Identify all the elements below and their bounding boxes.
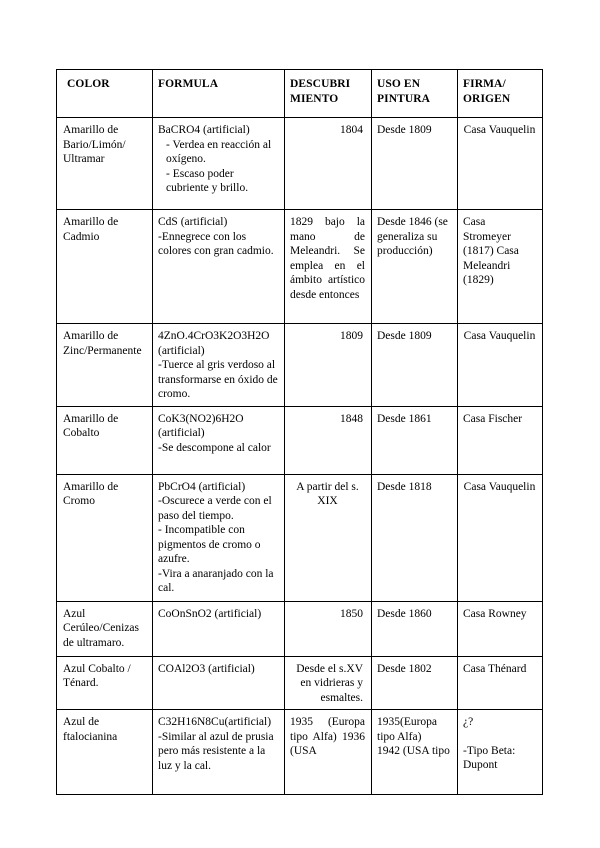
cell-firma: Casa Vauquelin (458, 324, 543, 407)
formula-line: - Escaso poder cubriente y brillo. (166, 167, 249, 194)
formula-line: BaCRO4 (artificial) (158, 124, 250, 136)
cell-uso (372, 710, 458, 795)
cell-uso: Desde 1860 (372, 601, 458, 656)
formula-line: PbCrO4 (artificial) (158, 480, 246, 493)
cell-formula (153, 324, 285, 407)
table-row (57, 406, 543, 474)
cell-color: Azul de ftalocianina (57, 710, 153, 795)
formula-line: C32H16N8Cu(artificial) (158, 716, 272, 728)
cell-descubrimiento: 1935 (Europa tipo Alfa) 1936 (USA (285, 710, 372, 795)
cell-descubrimiento: 1850 (285, 601, 372, 656)
formula-line: -Similar al azul de prusia pero más resistente a la luz y la cal. (158, 730, 274, 772)
table-row (57, 210, 543, 324)
formula-line: CoOnSnO2 (artificial) (158, 607, 262, 620)
cell-uso: Desde 1861 (372, 406, 458, 474)
header-formula: FORMULA (153, 70, 285, 118)
cell-descubrimiento: 1848 (285, 406, 372, 474)
header-descubrimiento: DESCUBRI MIENTO (285, 70, 372, 118)
cell-color: Amarillo de Cobalto (57, 406, 153, 474)
cell-formula (153, 601, 285, 656)
cell-firma: Casa Vauquelin (458, 118, 543, 210)
formula-line: -Vira a anaranjado con la cal. (158, 567, 274, 594)
cell-formula (153, 210, 285, 324)
cell-firma (458, 710, 543, 795)
formula-line: -Se descompone al calor (158, 441, 271, 454)
cell-firma: Casa Fischer (458, 406, 543, 474)
firma-line (463, 730, 536, 744)
table-row (57, 474, 543, 601)
cell-color: Amarillo de Bario/Limón/ Ultramar (57, 118, 153, 210)
cell-formula (153, 656, 285, 710)
table-row (57, 324, 543, 407)
table-row (57, 710, 543, 795)
cell-color: Amarillo de Cromo (57, 474, 153, 601)
pigments-table (56, 69, 543, 795)
formula-line: CdS (artificial) (158, 216, 228, 228)
cell-uso: Desde 1809 (372, 118, 458, 210)
uso-line: 1942 (USA tipo (377, 745, 450, 757)
table-row (57, 656, 543, 710)
header-firma: FIRMA/ ORIGEN (458, 70, 543, 118)
formula-line: CoK3(NO2)6H2O (artificial) (158, 412, 244, 439)
cell-color: Azul Cobalto / Ténard. (57, 656, 153, 710)
formula-line: -Tuerce al gris verdoso al transformarse en óxido de cromo. (158, 359, 278, 400)
cell-formula (153, 118, 285, 210)
table-row (57, 601, 543, 656)
cell-descubrimiento: 1829 bajo la mano de Meleandri. Se emplea en el ámbito artístico desde entonces (285, 210, 372, 324)
formula-line: - Incompatible con pigmentos de cromo o azufre. (158, 524, 261, 565)
cell-formula (153, 474, 285, 601)
cell-descubrimiento: 1804 (285, 118, 372, 210)
cell-uso: Desde 1818 (372, 474, 458, 601)
cell-uso: Desde 1809 (372, 324, 458, 407)
uso-line: 1935(Europa tipo Alfa) (377, 716, 438, 743)
cell-uso: Desde 1802 (372, 656, 458, 710)
cell-color: Amarillo de Cadmio (57, 210, 153, 324)
cell-firma: Casa Vauquelin (458, 474, 543, 601)
header-color: COLOR (57, 70, 153, 118)
cell-descubrimiento: A partir del s. XIX (285, 474, 372, 601)
cell-formula (153, 710, 285, 795)
formula-line: -Oscurece a verde con el paso del tiempo. (158, 495, 272, 522)
firma-line: -Tipo Beta: Dupont (463, 744, 516, 771)
cell-formula (153, 406, 285, 474)
formula-line: 4ZnO.4CrO3K2O3H2O (artificial) (158, 330, 270, 357)
formula-line: COAl2O3 (artificial) (158, 662, 255, 675)
formula-line: -Ennegrece con los colores con gran cadmio. (158, 230, 274, 257)
cell-descubrimiento: Desde el s.XV en vidrieras y esmaltes. (285, 656, 372, 710)
cell-color: Amarillo de Zinc/Permanente (57, 324, 153, 407)
cell-descubrimiento: 1809 (285, 324, 372, 407)
cell-uso: Desde 1846 (se generaliza su producción) (372, 210, 458, 324)
cell-firma: Casa Thénard (458, 656, 543, 710)
header-uso: USO EN PINTURA (372, 70, 458, 118)
table-row (57, 118, 543, 210)
cell-color: Azul Cerúleo/Cenizas de ultramaro. (57, 601, 153, 656)
header-row (57, 70, 543, 118)
formula-line: - Verdea en reacción al oxígeno. (166, 138, 272, 165)
cell-firma: Casa Stromeyer (1817) Casa Meleandri (1829) (458, 210, 543, 324)
cell-firma: Casa Rowney (458, 601, 543, 656)
firma-line: ¿? (463, 716, 474, 728)
